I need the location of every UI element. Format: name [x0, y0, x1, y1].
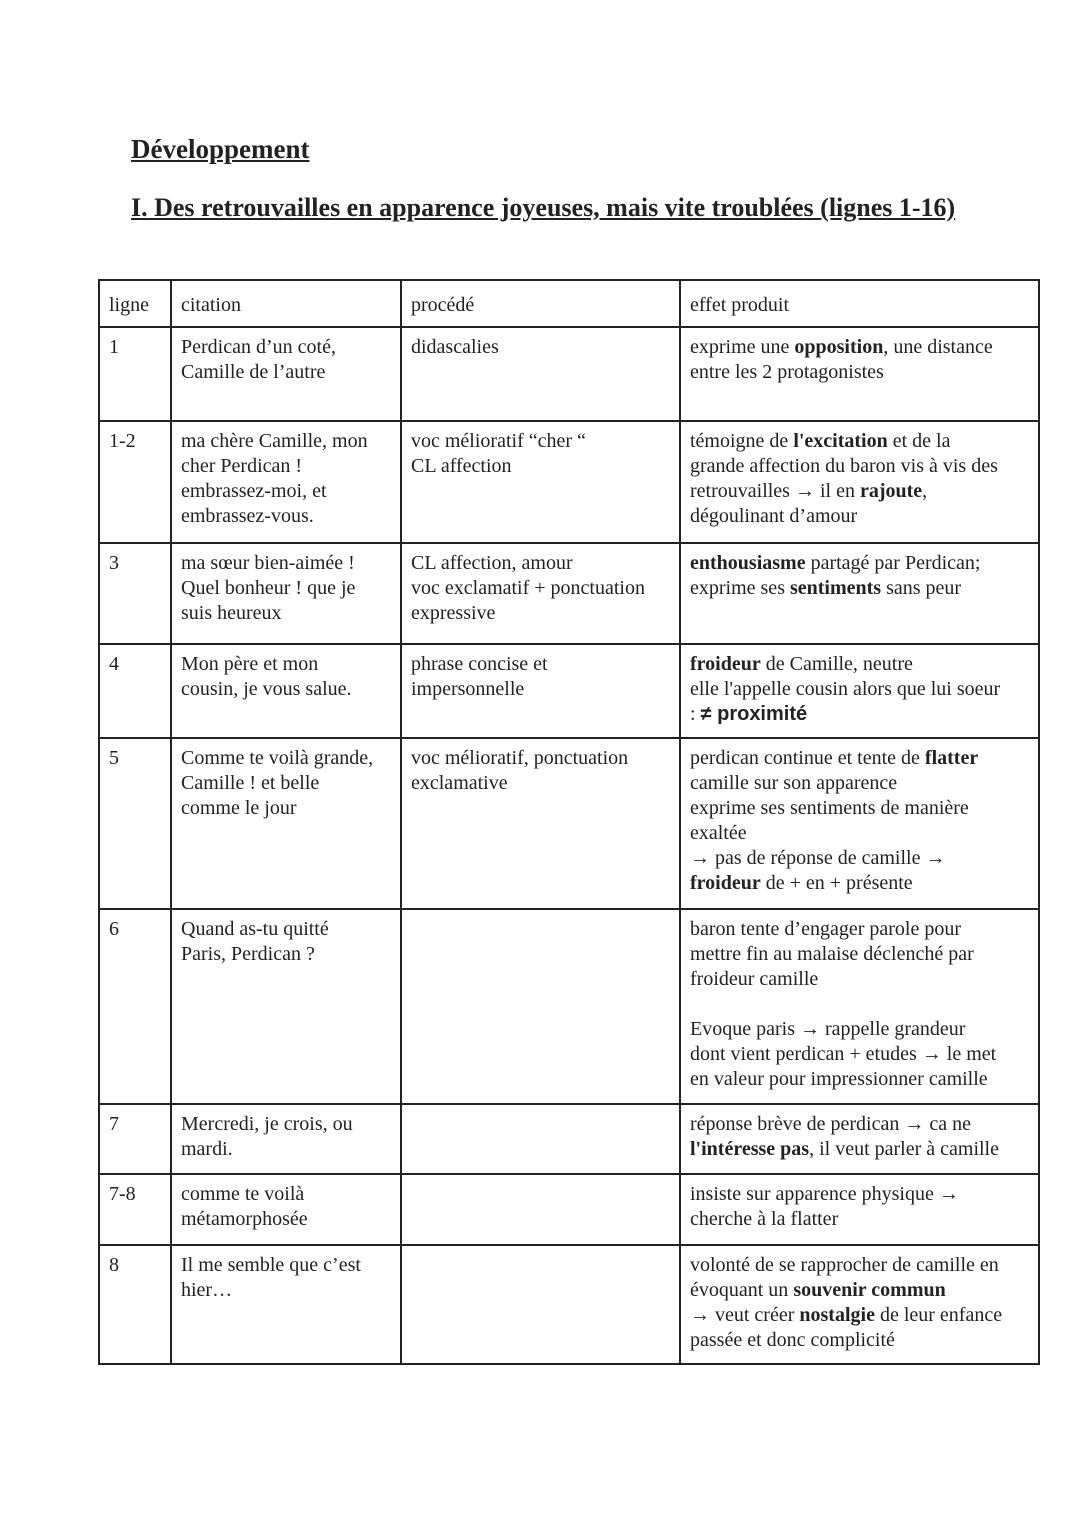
cell-effet-line [690, 454, 1030, 479]
cell-effet [680, 421, 1039, 543]
cell-effet-line [690, 576, 1030, 601]
text-segment: cherche à la flatter [690, 1208, 839, 1230]
text-segment: mettre fin au malaise déclenché par [690, 943, 974, 965]
emphasis-text: opposition [794, 336, 884, 358]
emphasis-text: souvenir commun [793, 1279, 946, 1301]
table-body [99, 327, 1039, 1364]
text-segment: témoigne de [690, 430, 794, 452]
cell-citation-line: cher Perdican ! [181, 455, 303, 477]
cell-effet-line [690, 821, 1030, 846]
page-heading: Développement [131, 134, 310, 164]
text-segment: de + en + présente [760, 872, 913, 894]
cell-ligne: 8 [99, 1245, 171, 1364]
cell-effet [680, 1104, 1039, 1174]
cell-effet-line [690, 1112, 1030, 1137]
text-segment: grande affection du baron vis à vis des [690, 455, 998, 477]
cell-citation-line: embrassez-vous. [181, 505, 314, 527]
cell-effet-line [690, 796, 1030, 821]
cell-effet-line [690, 429, 1030, 454]
cell-citation [171, 1104, 401, 1174]
text-segment: → veut créer [690, 1304, 800, 1326]
emphasis-text: flatter [924, 747, 979, 769]
cell-citation-line: ma sœur bien-aimée ! [181, 552, 355, 574]
cell-effet-line [690, 1303, 1030, 1328]
cell-effet-line [690, 551, 1030, 576]
text-segment: de leur enfance [874, 1304, 1003, 1326]
header-ligne: ligne [99, 280, 171, 327]
text-segment: et de la [887, 430, 951, 452]
cell-procede-line: CL affection [411, 455, 512, 477]
cell-effet-line [690, 652, 1030, 677]
emphasis-text: ≠ proximité [700, 703, 808, 725]
cell-citation-line: Il me semble que c’est [181, 1254, 361, 1276]
cell-procede-line: expressive [411, 602, 496, 624]
text-segment: camille sur son apparence [690, 772, 898, 794]
table-row [99, 327, 1039, 421]
cell-procede [401, 1174, 680, 1245]
cell-procede [401, 909, 680, 1104]
text-segment: dont vient perdican + etudes → le met [690, 1043, 997, 1065]
table-row [99, 543, 1039, 644]
cell-citation-line: embrassez-moi, et [181, 480, 327, 502]
table-row [99, 738, 1039, 909]
header-citation: citation [171, 280, 401, 327]
cell-effet-line [690, 335, 1030, 360]
cell-effet-line [690, 1328, 1030, 1353]
table-row [99, 1245, 1039, 1364]
text-segment: exprime une [690, 336, 795, 358]
cell-effet-line [690, 504, 1030, 529]
emphasis-text: enthousiasme [690, 552, 806, 574]
cell-effet-line [690, 1182, 1030, 1207]
cell-procede-line: voc mélioratif “cher “ [411, 430, 586, 452]
cell-citation-line: cousin, je vous salue. [181, 678, 352, 700]
cell-effet [680, 644, 1039, 738]
cell-effet-line [690, 1278, 1030, 1303]
cell-effet-line [690, 1253, 1030, 1278]
cell-effet-line [690, 360, 1030, 385]
text-segment: exaltée [690, 822, 747, 844]
cell-effet [680, 1174, 1039, 1245]
text-segment: Evoque paris → rappelle grandeur [690, 1018, 966, 1040]
cell-citation [171, 1245, 401, 1364]
cell-citation [171, 644, 401, 738]
cell-ligne: 5 [99, 738, 171, 909]
cell-procede [401, 327, 680, 421]
text-segment: insiste sur apparence physique → [690, 1183, 959, 1205]
cell-effet-line [690, 479, 1030, 504]
cell-effet-line [690, 992, 1030, 1017]
cell-citation-line: Mon père et mon [181, 653, 319, 675]
text-segment: réponse brève de perdican → ca ne [690, 1113, 971, 1135]
table-row [99, 909, 1039, 1104]
cell-effet-line [690, 677, 1030, 702]
emphasis-text: l'excitation [793, 430, 888, 452]
cell-procede [401, 543, 680, 644]
cell-citation [171, 421, 401, 543]
cell-effet-line [690, 942, 1030, 967]
cell-effet-line [690, 746, 1030, 771]
text-segment: volonté de se rapprocher de camille en [690, 1254, 999, 1276]
text-segment: de Camille, neutre [760, 653, 913, 675]
cell-effet-line [690, 1067, 1030, 1092]
text-segment: , il veut parler à camille [809, 1138, 999, 1160]
cell-citation-line: comme le jour [181, 797, 297, 819]
text-segment: évoquant un [690, 1279, 794, 1301]
text-segment: retrouvailles → il en [690, 480, 860, 502]
cell-procede [401, 1104, 680, 1174]
cell-citation-line: hier… [181, 1279, 233, 1301]
cell-citation-line: comme te voilà [181, 1183, 305, 1205]
emphasis-text: froideur [690, 653, 761, 675]
cell-citation [171, 327, 401, 421]
emphasis-text: sentiments [789, 577, 882, 599]
emphasis-text: l'intéresse pas [690, 1138, 810, 1160]
text-segment: baron tente d’engager parole pour [690, 918, 961, 940]
cell-citation-line: suis heureux [181, 602, 282, 624]
section-heading: I. Des retrouvailles en apparence joyeuses, mais vite troublées (lignes 1-16) [131, 193, 956, 222]
table-header-row [99, 280, 1039, 327]
cell-citation [171, 909, 401, 1104]
cell-procede-line: didascalies [411, 336, 499, 358]
emphasis-text: froideur [690, 872, 761, 894]
cell-ligne: 3 [99, 543, 171, 644]
cell-ligne: 1-2 [99, 421, 171, 543]
cell-effet [680, 327, 1039, 421]
cell-procede [401, 1245, 680, 1364]
cell-citation-line: Comme te voilà grande, [181, 747, 374, 769]
cell-citation-line: métamorphosée [181, 1208, 308, 1230]
table-row [99, 421, 1039, 543]
text-segment: , une distance [883, 336, 993, 358]
cell-effet-line [690, 771, 1030, 796]
cell-citation-line: Camille ! et belle [181, 772, 320, 794]
cell-citation [171, 543, 401, 644]
cell-effet-line [690, 1137, 1030, 1162]
cell-procede-line: exclamative [411, 772, 508, 794]
cell-citation-line: Perdican d’un coté, [181, 336, 336, 358]
emphasis-text: rajoute [859, 480, 923, 502]
cell-procede-line: CL affection, amour [411, 552, 573, 574]
text-segment: passée et donc complicité [690, 1329, 895, 1351]
text-segment: froideur camille [690, 968, 819, 990]
cell-ligne: 7-8 [99, 1174, 171, 1245]
cell-effet-line [690, 1017, 1030, 1042]
cell-procede-line: voc mélioratif, ponctuation [411, 747, 629, 769]
text-segment: en valeur pour impressionner camille [690, 1068, 988, 1090]
cell-effet-line [690, 846, 1030, 871]
table-row [99, 1174, 1039, 1245]
cell-effet-line [690, 917, 1030, 942]
cell-procede-line: phrase concise et [411, 653, 548, 675]
text-segment: exprime ses [690, 577, 790, 599]
header-procede: procédé [401, 280, 680, 327]
text-segment: , [922, 480, 928, 502]
cell-citation-line: Paris, Perdican ? [181, 943, 315, 965]
text-segment: → pas de réponse de camille → [690, 847, 946, 869]
cell-procede [401, 421, 680, 543]
text-segment: : [690, 703, 701, 725]
cell-effet-line [690, 702, 1030, 727]
cell-effet [680, 909, 1039, 1104]
text-segment: perdican continue et tente de [690, 747, 925, 769]
table-row [99, 644, 1039, 738]
text-segment: partagé par Perdican; [805, 552, 981, 574]
cell-ligne: 1 [99, 327, 171, 421]
text-segment: sans peur [881, 577, 962, 599]
cell-effet-line [690, 1042, 1030, 1067]
table-row [99, 1104, 1039, 1174]
cell-procede [401, 738, 680, 909]
cell-citation-line: Camille de l’autre [181, 361, 326, 383]
text-segment: elle l'appelle cousin alors que lui soeur [690, 678, 1001, 700]
text-segment: entre les 2 protagonistes [690, 361, 884, 383]
cell-citation-line: ma chère Camille, mon [181, 430, 368, 452]
cell-ligne: 7 [99, 1104, 171, 1174]
cell-procede-line: voc exclamatif + ponctuation [411, 577, 645, 599]
cell-citation [171, 1174, 401, 1245]
cell-citation-line: Quand as-tu quitté [181, 918, 329, 940]
cell-ligne: 6 [99, 909, 171, 1104]
text-segment: dégoulinant d’amour [690, 505, 858, 527]
cell-effet [680, 1245, 1039, 1364]
cell-effet [680, 738, 1039, 909]
analysis-table [98, 279, 1040, 1365]
cell-citation-line: Quel bonheur ! que je [181, 577, 356, 599]
cell-ligne: 4 [99, 644, 171, 738]
cell-effet-line [690, 967, 1030, 992]
text-segment: exprime ses sentiments de manière [690, 797, 969, 819]
cell-citation-line: Mercredi, je crois, ou [181, 1113, 353, 1135]
cell-effet-line [690, 871, 1030, 896]
cell-citation [171, 738, 401, 909]
cell-citation-line: mardi. [181, 1138, 233, 1160]
header-effet: effet produit [680, 280, 1039, 327]
emphasis-text: nostalgie [799, 1304, 875, 1326]
cell-procede [401, 644, 680, 738]
cell-effet [680, 543, 1039, 644]
cell-procede-line: impersonnelle [411, 678, 525, 700]
cell-effet-line [690, 1207, 1030, 1232]
